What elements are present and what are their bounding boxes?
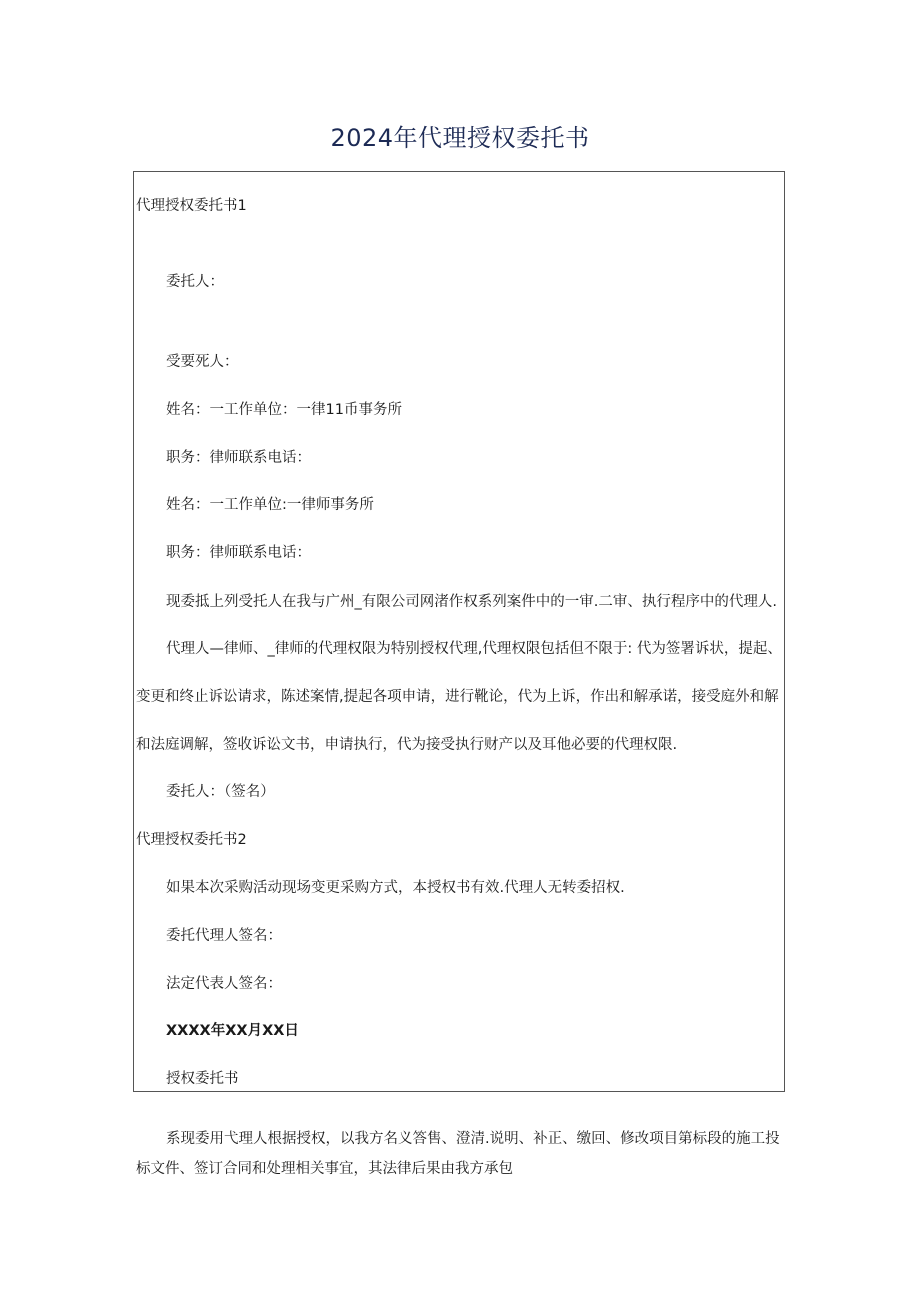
page-title: 2024年代理授权委托书 [330,124,590,152]
section-heading-3: 授权委托书 [166,1071,239,1087]
section-heading-2: 代理授权委托书2 [136,832,247,848]
client-signature: 委托人：（签名） [166,784,275,800]
trustee-row-1: 姓名：一工作单位：一律11币事务所 [166,402,402,418]
legal-rep-signature: 法定代表人签名： [166,976,282,992]
trustee-row-2: 职务：律师联系电话： [166,450,311,466]
outside-paragraph-line-1: 系现委用弋理人根据授权，以我方名义答售、澄清.说明、补正、缴回、修改项目第标段的施工投 [166,1131,780,1147]
trustee-row-4: 职务：律师联系电话： [166,545,311,561]
document-box [133,171,785,1092]
procurement-paragraph: 如果本次采购活动现场变更采购方式，本授权书有效.代理人无转委招权. [166,880,625,896]
outside-paragraph-line-2: 标文件、签订合同和处理相关事宜，其法律后果由我方承包 [136,1161,513,1177]
authority-paragraph-line-2: 变更和终止诉讼请求，陈述案情,提起各项申请，进行靴论，代为上诉，作出和解承诺，接受庭外和解 [136,689,779,705]
date-line: XXXX年XX月XX日 [166,1023,299,1039]
trustee-label: 受要死人： [166,354,239,370]
section-heading-1: 代理授权委托书1 [136,198,247,214]
authority-paragraph-line-3: 和法庭调解，签收诉讼文书，申请执行，代为接受执行财产以及耳他必要的代理权限. [136,737,678,753]
mandate-paragraph: 现委抵上列受托人在我与广州_有限公司网渚作权系列案件中的一审.二审、执行程序中的代理人. [166,594,777,610]
trustee-row-3: 姓名：一工作单位:一律师事务所 [166,497,374,513]
authority-paragraph-line-1: 代理人—律师、_律师的代理权限为特别授权代理,代理权限包括但不限于: 代为签署诉状，提起、 [166,641,782,657]
client-label: 委托人： [166,274,224,290]
agent-signature: 委托代理人签名： [166,928,282,944]
